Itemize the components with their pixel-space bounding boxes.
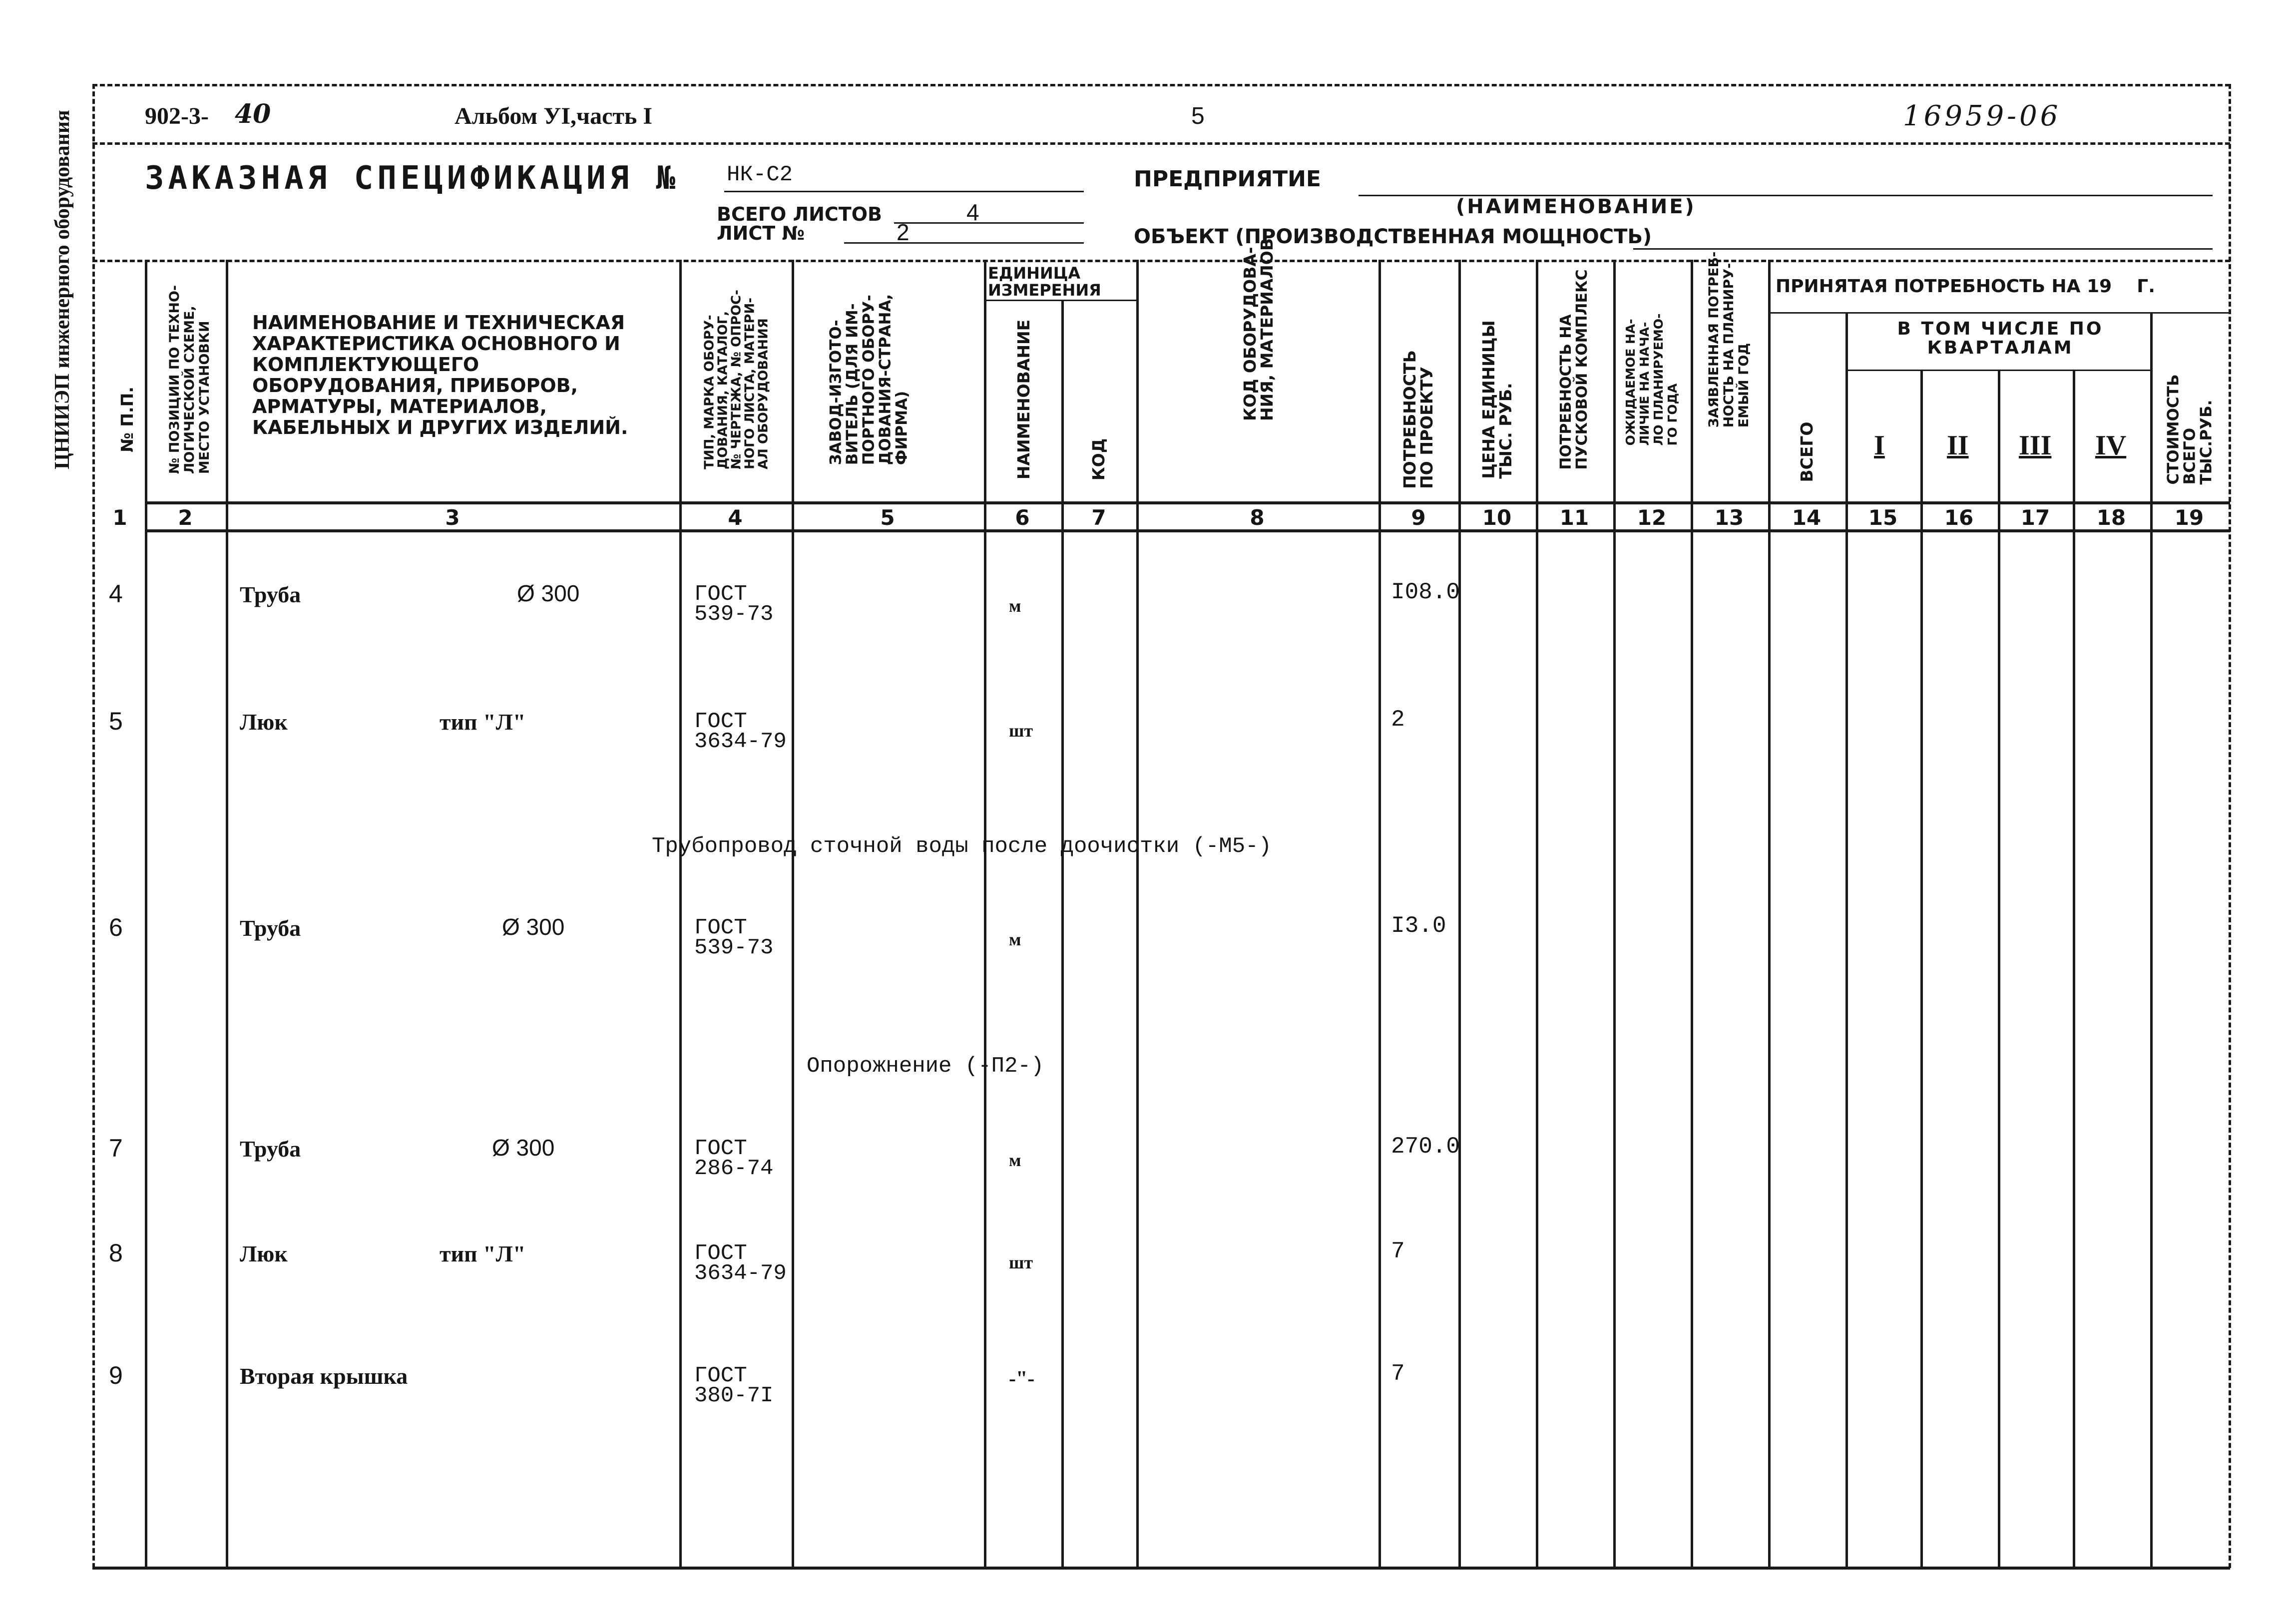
- enterprise-sublabel: (НАИМЕНОВАНИЕ): [1456, 195, 1696, 218]
- item-standard: ГОСТ 286-74: [694, 1136, 774, 1181]
- col-header-q4: IV: [2095, 430, 2127, 461]
- item-unit: -"-: [1009, 1367, 1035, 1390]
- row-number: 9: [109, 1361, 123, 1389]
- quarter-group-header: В ТОМ ЧИСЛЕ ПО КВАРТАЛАМ: [1897, 319, 2104, 358]
- item-spec: тип "Л": [440, 709, 526, 735]
- col-number: 19: [2174, 505, 2204, 530]
- item-quantity: 7: [1391, 1361, 1405, 1387]
- col-number: 2: [178, 505, 193, 530]
- col-header-10: ЦЕНА ЕДИНИЦЫ ТЫС. РУБ.: [1479, 320, 1515, 479]
- col-header-11: ПОТРЕБНОСТЬ НА ПУСКОВОЙ КОМПЛЕКС: [1557, 269, 1591, 470]
- col-header-1: № П.П.: [117, 387, 137, 452]
- col-number: 17: [2020, 505, 2050, 530]
- item-quantity: I08.0: [1391, 579, 1460, 605]
- row-number: 4: [109, 580, 123, 608]
- col-number: 8: [1250, 505, 1265, 530]
- item-spec: тип "Л": [440, 1241, 526, 1266]
- col-number: 9: [1411, 505, 1426, 530]
- item-quantity: 7: [1391, 1238, 1405, 1264]
- col-number: 3: [445, 505, 460, 530]
- sheets-total-label: ВСЕГО ЛИСТОВ: [717, 203, 882, 225]
- sheets-total-value: 4: [966, 199, 979, 225]
- col-header-4: ТИП, МАРКА ОБОРУ- ДОВАНИЯ, КАТАЛОГ, № ЧЕРТЕЖА, № ОПРОС- НОГО ЛИСТА, МАТЕРИ- АЛ ОБОРУДОВАНИЯ: [702, 290, 771, 469]
- row-number: 8: [109, 1239, 123, 1267]
- col-number: 10: [1482, 505, 1512, 530]
- col-header-8: КОД ОБОРУДОВА- НИЯ, МАТЕРИАЛОВ: [1240, 238, 1277, 421]
- item-name: Люк: [240, 1241, 288, 1266]
- col-header-12: ОЖИДАЕМОЕ НА- ЛИЧИЕ НА НАЧА- ЛО ПЛАНИРУЕМО- ГО ГОДА: [1623, 313, 1680, 446]
- item-name: Люк: [240, 709, 288, 735]
- item-name: Вторая крышка: [240, 1363, 408, 1389]
- item-standard: ГОСТ 539-73: [694, 915, 774, 960]
- sheet-number-value: 2: [897, 219, 910, 245]
- item-standard: ГОСТ 3634-79: [694, 1241, 787, 1286]
- col-header-6: НАИМЕНОВАНИЕ: [1014, 319, 1033, 480]
- col-number: 18: [2096, 505, 2126, 530]
- item-spec: Ø 300: [517, 580, 580, 606]
- col-number: 4: [728, 505, 743, 530]
- item-quantity: 270.0: [1391, 1134, 1460, 1160]
- registration-number: 16959-06: [1903, 100, 2061, 132]
- accepted-need-group-header: ПРИНЯТАЯ ПОТРЕБНОСТЬ НА 19 Г.: [1776, 276, 2155, 297]
- page-number: 5: [1191, 103, 1205, 129]
- col-header-13: ЗАЯВЛЕННАЯ ПОТРЕБ- НОСТЬ НА ПЛАНИРУ- ЕМЫЙ ГОД: [1706, 251, 1752, 428]
- col-header-q2: II: [1947, 430, 1969, 461]
- section-heading: Трубопровод сточной воды после доочистки (-М5-): [652, 834, 1272, 859]
- spec-number: НК-С2: [727, 162, 793, 187]
- col-number: 7: [1091, 505, 1106, 530]
- side-organization-label: ЦНИИЭП инженерного оборудования: [51, 110, 74, 469]
- row-number: 5: [109, 707, 123, 735]
- item-unit: м: [1009, 1150, 1021, 1170]
- item-name: Труба: [240, 915, 301, 941]
- col-number: 6: [1015, 505, 1030, 530]
- row-number: 6: [109, 913, 123, 941]
- item-name: Труба: [240, 1136, 301, 1162]
- item-unit: м: [1009, 596, 1021, 616]
- enterprise-label: ПРЕДПРИЯТИЕ: [1134, 166, 1321, 192]
- col-header-2: № ПОЗИЦИИ ПО ТЕХНО- ЛОГИЧЕСКОЙ СХЕМЕ, МЕСТО УСТАНОВКИ: [167, 285, 212, 474]
- col-number: 5: [880, 505, 895, 530]
- item-spec: Ø 300: [502, 914, 565, 940]
- doc-code: 902-3-: [145, 103, 209, 129]
- col-header-q1: I: [1874, 430, 1885, 461]
- col-header-9: ПОТРЕБНОСТЬ ПО ПРОЕКТУ: [1400, 350, 1436, 489]
- item-name: Труба: [240, 582, 301, 607]
- col-number: 12: [1637, 505, 1667, 530]
- item-spec: Ø 300: [492, 1135, 555, 1161]
- col-header-3: НАИМЕНОВАНИЕ И ТЕХНИЧЕСКАЯ ХАРАКТЕРИСТИКА ОСНОВНОГО И КОМПЛЕКТУЮЩЕГО ОБОРУДОВАНИЯ, ПРИБОРОВ, АРМАТУРЫ, МАТЕРИАЛОВ, КАБЕЛЬНЫХ И ДРУГИХ ИЗДЕЛИЙ.: [252, 312, 628, 438]
- item-quantity: I3.0: [1391, 913, 1446, 939]
- item-unit: шт: [1009, 1252, 1033, 1272]
- col-number: 13: [1714, 505, 1744, 530]
- item-unit: шт: [1009, 721, 1033, 741]
- col-number: 1: [112, 505, 127, 530]
- col-header-7: КОД: [1089, 438, 1108, 481]
- col-header-19: СТОИМОСТЬ ВСЕГО ТЫС.РУБ.: [2164, 374, 2216, 485]
- item-standard: ГОСТ 539-73: [694, 582, 774, 627]
- col-number: 15: [1868, 505, 1898, 530]
- section-heading: Опорожнение (-П2-): [807, 1054, 1044, 1079]
- col-number: 11: [1559, 505, 1589, 530]
- object-label: ОБЪЕКТ (ПРОИЗВОДСТВЕННАЯ МОЩНОСТЬ): [1134, 225, 1652, 248]
- album-label: Альбом УI,часть I: [455, 103, 653, 129]
- col-header-14: ВСЕГО: [1797, 421, 1817, 482]
- col-header-q3: III: [2019, 430, 2052, 461]
- unit-group-header: ЕДИНИЦА ИЗМЕРЕНИЯ: [988, 264, 1101, 300]
- item-standard: ГОСТ 380-7I: [694, 1363, 774, 1408]
- spec-title: ЗАКАЗНАЯ СПЕЦИФИКАЦИЯ №: [145, 160, 680, 197]
- col-number: 16: [1944, 505, 1974, 530]
- doc-code-handwritten: 40: [235, 99, 271, 129]
- col-number: 14: [1792, 505, 1822, 530]
- row-number: 7: [109, 1134, 123, 1162]
- item-quantity: 2: [1391, 707, 1405, 733]
- sheet-number-label: ЛИСТ №: [717, 222, 805, 244]
- col-header-5: ЗАВОД-ИЗГОТО- ВИТЕЛЬ (ДЛЯ ИМ- ПОРТНОГО ОБОРУ- ДОВАНИЯ-СТРАНА, ФИРМА): [827, 294, 911, 465]
- item-unit: м: [1009, 929, 1021, 949]
- item-standard: ГОСТ 3634-79: [694, 709, 787, 754]
